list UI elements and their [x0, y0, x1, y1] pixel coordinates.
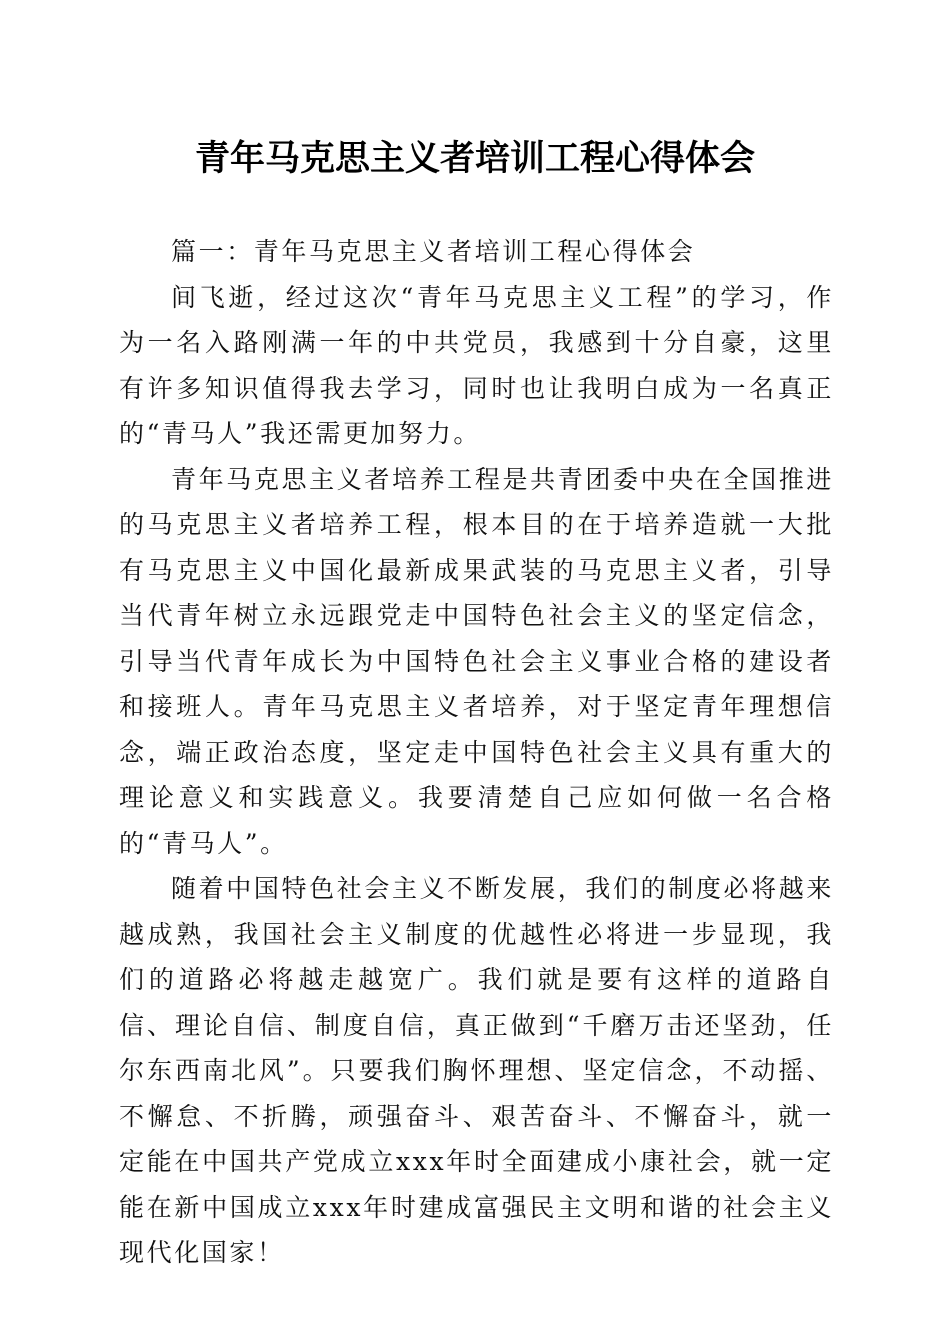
- document-title: 青年马克思主义者培训工程心得体会: [194, 138, 755, 179]
- document-body: [119, 229, 834, 1276]
- paragraph-section-heading: 篇一：青年马克思主义者培训工程心得体会: [171, 237, 696, 266]
- paragraph-3: 随着中国特色社会主义不断发展，我们的制度必将越来越成熟，我国社会主义制度的优越性必将进一步显现，我们的道路必将越走越宽广。我们就是要有这样的道路自信、理论自信、制度自信，真正做到“千磨万击还坚劲，任尔东西南北风”。只要我们胸怀理想、坚定信念，不动摇、不懈怠、不折腾，顽强奋斗、艰苦奋斗、不懈奋斗，就一定能在中国共产党成立xxx年时全面建成小康社会，就一定能在新中国成立xxx年时建成富强民主文明和谐的社会主义现代化国家！: [119, 874, 834, 1267]
- paragraph-2: 青年马克思主义者培养工程是共青团委中央在全国推进的马克思主义者培养工程，根本目的在于培养造就一大批有马克思主义中国化最新成果武装的马克思主义者，引导当代青年树立永远跟党走中国特色社会主义的坚定信念，引导当代青年成长为中国特色社会主义事业合格的建设者和接班人。青年马克思主义者培养，对于坚定青年理想信念，端正政治态度，坚定走中国特色社会主义具有重大的理论意义和实践意义。我要清楚自己应如何做一名合格的“青马人”。: [119, 464, 834, 858]
- paragraph-1: 间飞逝，经过这次“青年马克思主义工程”的学习，作为一名入路刚满一年的中共党员，我感到十分自豪，这里有许多知识值得我去学习，同时也让我明白成为一名真正的“青马人”我还需更加努力。: [119, 282, 834, 448]
